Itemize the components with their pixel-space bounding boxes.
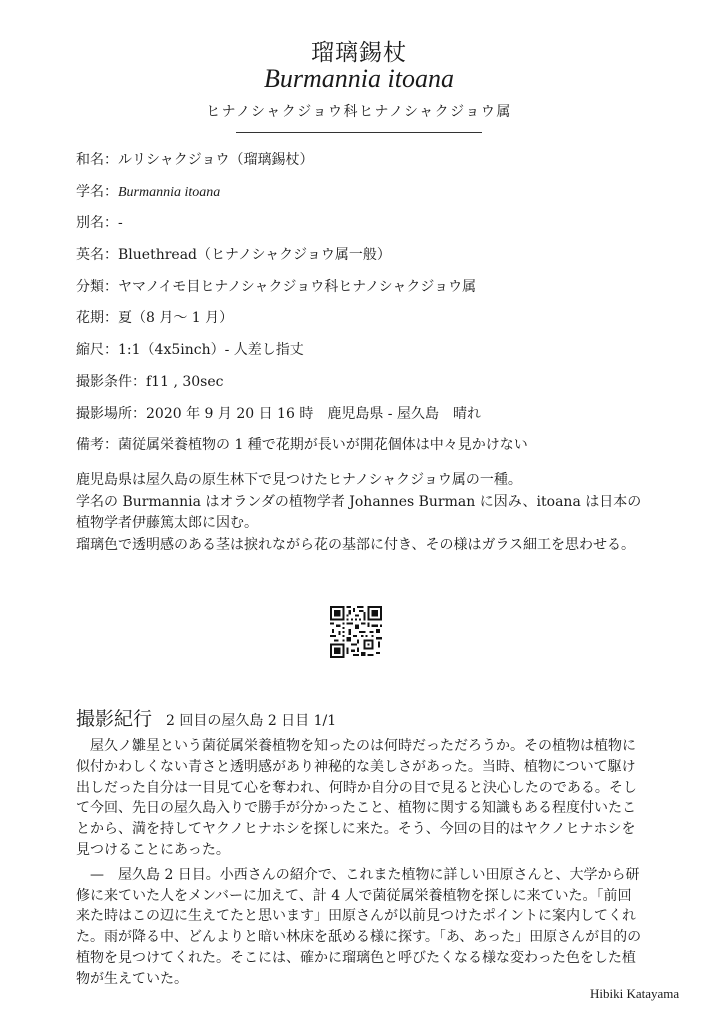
field-value: ルリシャクジョウ（瑠璃錫杖） [118,152,314,168]
field-scale [76,340,656,372]
field-alias [76,213,656,245]
field-japanese-name [76,150,656,182]
title-japanese: 瑠璃錫杖 [311,40,407,66]
field-value: 2020 年 9 月 20 日 16 時 鹿児島県 - 屋久島 晴れ [146,405,481,422]
field-label: 別名： [76,215,118,232]
travelogue-paragraph: — 屋久島 2 日目。小西さんの紹介で、これまた植物に詳しい田原さんと、大学から研修に来ていた人をメンバーに加えて、計 4 人で菌従属栄養植物を探しに来ていた。「前回来た時はこの辺に生えてたと思います」田原さんが以前見つけたポイントに案内してくれた。雨が降る中、どんよりと暗い林床を舐める様に探す。「あ、あった」田原さんが目的の植物を見つけてくれた。そこには、確かに瑠璃色と呼びたくなる様な変わった色をした植物が生えていた。 [76,866,642,987]
field-list [76,150,656,467]
family-name: ヒナノシャクジョウ科ヒナノシャクジョウ属 [206,104,512,120]
field-value: 1:1（4x5inch）- 人差し指丈 [118,342,304,359]
title-divider [236,132,482,133]
author-name: Hibiki Katayama [590,986,680,1001]
field-value: - [118,215,123,232]
field-shooting-location [76,404,656,436]
field-label: 撮影場所： [76,405,146,422]
field-label: 分類： [76,278,118,295]
field-value: ヤマノイモ目ヒナノシャクジョウ科ヒナノシャクジョウ属 [118,278,477,295]
field-label: 縮尺： [76,342,118,359]
field-shooting-conditions [76,372,656,404]
field-label: 学名： [76,183,118,200]
travelogue-heading [76,704,656,731]
title-scientific: Burmannia itoana [264,64,454,93]
field-scientific-name [76,182,656,214]
field-english-name [76,245,656,277]
travelogue-paragraph: 屋久ノ雛星という菌従属栄養植物を知ったのは何時だっただろうか。その植物は植物に似付かわしくない青さと透明感があり神秘的な美しさがあった。当時、植物について駆け出しだった自分は一目見て心を奪われ、何時か自分の目で見ると決心したのである。そして今回、先日の屋久島入りで勝手が分かったこと、植物に関する知識もある程度付いたことから、満を持してヤクノヒナホシを探しに来た。そう、今回の目的はヤクノヒナホシを見つけることにあった。 [76,738,637,858]
field-value: 夏（8 月〜 1 月） [118,310,234,327]
field-label: 花期： [76,310,118,327]
field-value: Bluethread（ヒナノシャクジョウ属一般） [118,247,391,264]
travelogue-subtitle: 2 回目の屋久島 2 日目 1/1 [166,713,337,729]
field-value: Burmannia itoana [118,184,221,200]
description-paragraph: 瑠璃色で透明感のある茎は捩れながら花の基部に付き、その様はガラス細工を思わせる。 [76,536,636,553]
travelogue-body [76,736,644,990]
qr-code-icon[interactable] [330,606,382,658]
field-value: 菌従属栄養植物の 1 種で花期が長いが開花個体は中々見かけない [118,437,528,454]
travelogue-title: 撮影紀行 [76,708,153,730]
description-paragraph: 鹿児島県は屋久島の原生林下で見つけたヒナノシャクジョウ属の一種。 [76,472,522,488]
qr-code-graphic [330,606,382,658]
field-label: 和名： [76,152,118,168]
field-classification [76,277,656,309]
field-label: 撮影条件： [76,373,146,390]
description [76,470,650,556]
description-paragraph: 学名の Burmannia はオランダの植物学者 Johannes Burman に因み、itoana は日本の植物学者伊藤篤太郎に因む。 [76,493,642,531]
field-value: f11 , 30sec [146,373,224,390]
field-remarks [76,435,656,467]
field-label: 備考： [76,437,118,454]
field-flowering-period [76,308,656,340]
field-label: 英名： [76,247,118,264]
